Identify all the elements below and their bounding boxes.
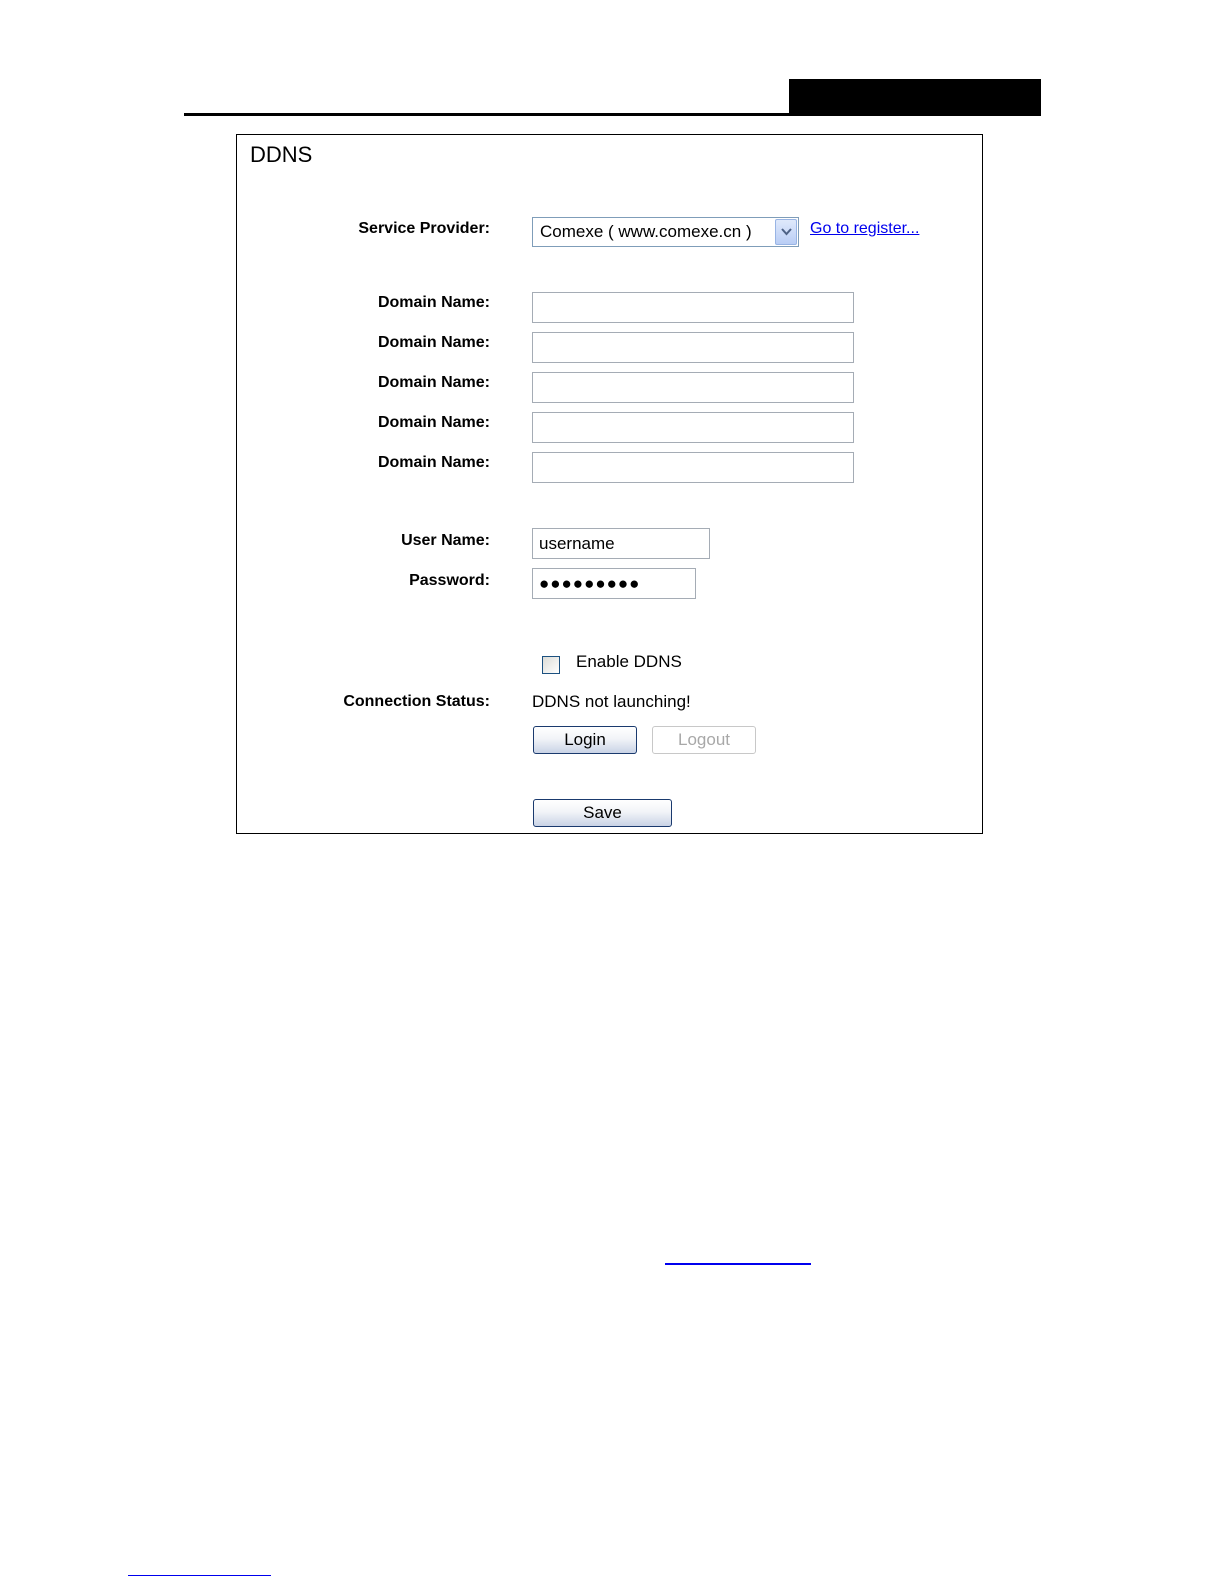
connection-status-label: Connection Status: <box>343 693 490 710</box>
save-button[interactable]: Save <box>533 799 672 827</box>
domain-name-input-5[interactable] <box>532 452 854 483</box>
connection-status-value: DDNS not launching! <box>532 692 691 711</box>
domain-name-input-3[interactable] <box>532 372 854 403</box>
footer-link-underline <box>128 1575 271 1576</box>
go-to-register-link[interactable]: Go to register... <box>810 220 920 237</box>
domain-name-label: Domain Name: <box>377 334 490 351</box>
logout-button[interactable]: Logout <box>652 726 756 754</box>
user-name-label: User Name: <box>401 532 490 549</box>
domain-name-label: Domain Name: <box>377 454 490 471</box>
domain-name-input-4[interactable] <box>532 412 854 443</box>
domain-name-label: Domain Name: <box>377 414 490 431</box>
user-name-input[interactable] <box>532 528 710 559</box>
service-provider-label: Service Provider: <box>358 220 490 237</box>
domain-name-label: Domain Name: <box>377 294 490 311</box>
ddns-panel <box>236 134 983 834</box>
enable-ddns-checkbox[interactable] <box>542 656 560 674</box>
header-black-block <box>789 79 1041 116</box>
body-link-underline <box>665 1263 811 1265</box>
domain-name-label: Domain Name: <box>377 374 490 391</box>
header-rule <box>184 113 1041 116</box>
enable-ddns-label: Enable DDNS <box>576 652 682 671</box>
domain-name-input-2[interactable] <box>532 332 854 363</box>
domain-name-input-1[interactable] <box>532 292 854 323</box>
password-input[interactable] <box>532 568 696 599</box>
page-title: DDNS <box>250 142 313 167</box>
password-label: Password: <box>409 572 490 589</box>
login-button[interactable]: Login <box>533 726 637 754</box>
service-provider-select[interactable] <box>532 217 799 247</box>
chevron-down-icon[interactable] <box>775 219 797 245</box>
service-provider-selected: Comexe ( www.comexe.cn ) <box>540 222 752 241</box>
